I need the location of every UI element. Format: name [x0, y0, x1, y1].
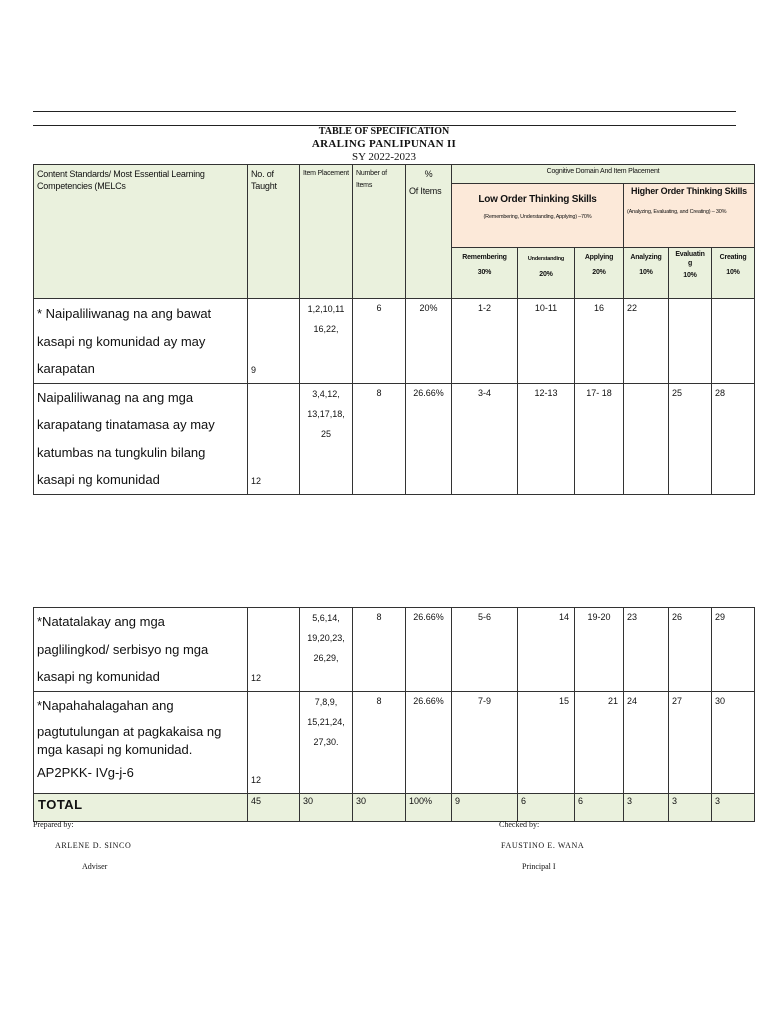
specification-table-bottom: [33, 607, 755, 822]
total-taught: 45: [248, 793, 300, 821]
header-analyzing: Analyzing 10%: [624, 248, 669, 299]
total-row: [34, 793, 755, 821]
header-understanding: Understanding 20%: [518, 248, 575, 299]
header-creating: Creating 10%: [712, 248, 755, 299]
header-number-items: Number of Items: [353, 165, 406, 299]
row-creating: 29: [712, 608, 755, 692]
prepared-by-role: Adviser: [82, 862, 108, 871]
row-remembering: 3-4: [452, 383, 518, 494]
row-taught: 12: [248, 383, 300, 494]
row-analyzing: 24: [624, 691, 669, 793]
row-remembering: 5-6: [452, 608, 518, 692]
header-placement: Item Placement: [300, 165, 353, 299]
row-analyzing: 22: [624, 299, 669, 384]
prepared-by-name: ARLENE D. SINCO: [55, 841, 132, 850]
table-row: [34, 383, 755, 494]
row-taught: 9: [248, 299, 300, 384]
row-competency: * Naipaliliwanag na ang bawat kasapi ng komunidad ay may karapatan: [34, 299, 248, 384]
row-creating: [712, 299, 755, 384]
total-items: 30: [353, 793, 406, 821]
row-applying: 16: [575, 299, 624, 384]
row-applying: 19-20: [575, 608, 624, 692]
header-hots: Higher Order Thinking Skills (Analyzing, Evaluating, and Creating) – 30%: [624, 184, 755, 248]
row-evaluating: [669, 299, 712, 384]
row-competency: Naipaliliwanag na ang mga karapatang tinatamasa ay may katumbas na tungkulin bilang kasapi ng komunidad: [34, 383, 248, 494]
row-placement: 1,2,10,11 16,22,: [300, 299, 353, 384]
row-remembering: 1-2: [452, 299, 518, 384]
table-row: [34, 691, 755, 793]
header-applying: Applying 20%: [575, 248, 624, 299]
row-items: 8: [353, 383, 406, 494]
specification-table-top: [33, 164, 755, 495]
row-items: 8: [353, 608, 406, 692]
row-placement: 5,6,14, 19,20,23, 26,29,: [300, 608, 353, 692]
header-remembering: Remembering 30%: [452, 248, 518, 299]
total-creating: 3: [712, 793, 755, 821]
checked-by-role: Principal I: [522, 862, 556, 871]
row-evaluating: 26: [669, 608, 712, 692]
row-items: 6: [353, 299, 406, 384]
school-year: SY 2022-2023: [351, 151, 417, 163]
row-applying: 21: [575, 691, 624, 793]
row-applying: 17- 18: [575, 383, 624, 494]
row-evaluating: 27: [669, 691, 712, 793]
row-evaluating: 25: [669, 383, 712, 494]
header-cognitive-domain: Cognitive Domain And Item Placement: [452, 165, 755, 184]
total-evaluating: 3: [669, 793, 712, 821]
row-analyzing: 23: [624, 608, 669, 692]
header-competency: Content Standards/ Most Essential Learning Competencies (MELCs: [34, 165, 248, 299]
total-label: TOTAL: [34, 793, 248, 821]
header-percent: % Of Items: [406, 165, 452, 299]
row-creating: 30: [712, 691, 755, 793]
row-percent: 20%: [406, 299, 452, 384]
table-row: [34, 608, 755, 692]
row-remembering: 7-9: [452, 691, 518, 793]
row-competency: *Natatalakay ang mga paglilingkod/ serbisyo ng mga kasapi ng komunidad: [34, 608, 248, 692]
table-row: [34, 299, 755, 384]
header-taught: No. of Taught: [248, 165, 300, 299]
row-taught: 12: [248, 691, 300, 793]
row-understanding: 10-11: [518, 299, 575, 384]
total-understanding: 6: [518, 793, 575, 821]
row-analyzing: [624, 383, 669, 494]
row-understanding: 14: [518, 608, 575, 692]
header-lots: Low Order Thinking Skills (Remembering, Understanding, Applying) –70%: [452, 184, 624, 248]
row-placement: 3,4,12, 13,17,18, 25: [300, 383, 353, 494]
row-placement: 7,8,9, 15,21,24, 27,30.: [300, 691, 353, 793]
total-placement: 30: [300, 793, 353, 821]
row-taught: 12: [248, 608, 300, 692]
total-applying: 6: [575, 793, 624, 821]
top-rule-1: [33, 111, 736, 112]
row-understanding: 12-13: [518, 383, 575, 494]
total-remembering: 9: [452, 793, 518, 821]
row-percent: 26.66%: [406, 691, 452, 793]
row-percent: 26.66%: [406, 383, 452, 494]
row-understanding: 15: [518, 691, 575, 793]
total-percent: 100%: [406, 793, 452, 821]
row-percent: 26.66%: [406, 608, 452, 692]
checked-by-label: Checked by:: [499, 820, 540, 829]
document-title: TABLE OF SPECIFICATION: [318, 126, 450, 137]
prepared-by-label: Prepared by:: [33, 820, 74, 829]
row-creating: 28: [712, 383, 755, 494]
row-items: 8: [353, 691, 406, 793]
row-competency: *Napahahalagahan ang pagtutulungan at pagkakaisa ng mga kasapi ng komunidad. AP2PKK- IVg-j-6: [34, 691, 248, 793]
subject-title: ARALING PANLIPUNAN II: [311, 138, 457, 150]
total-analyzing: 3: [624, 793, 669, 821]
header-evaluating: Evaluatin g 10%: [669, 248, 712, 299]
checked-by-name: FAUSTINO E. WANA: [501, 841, 585, 850]
